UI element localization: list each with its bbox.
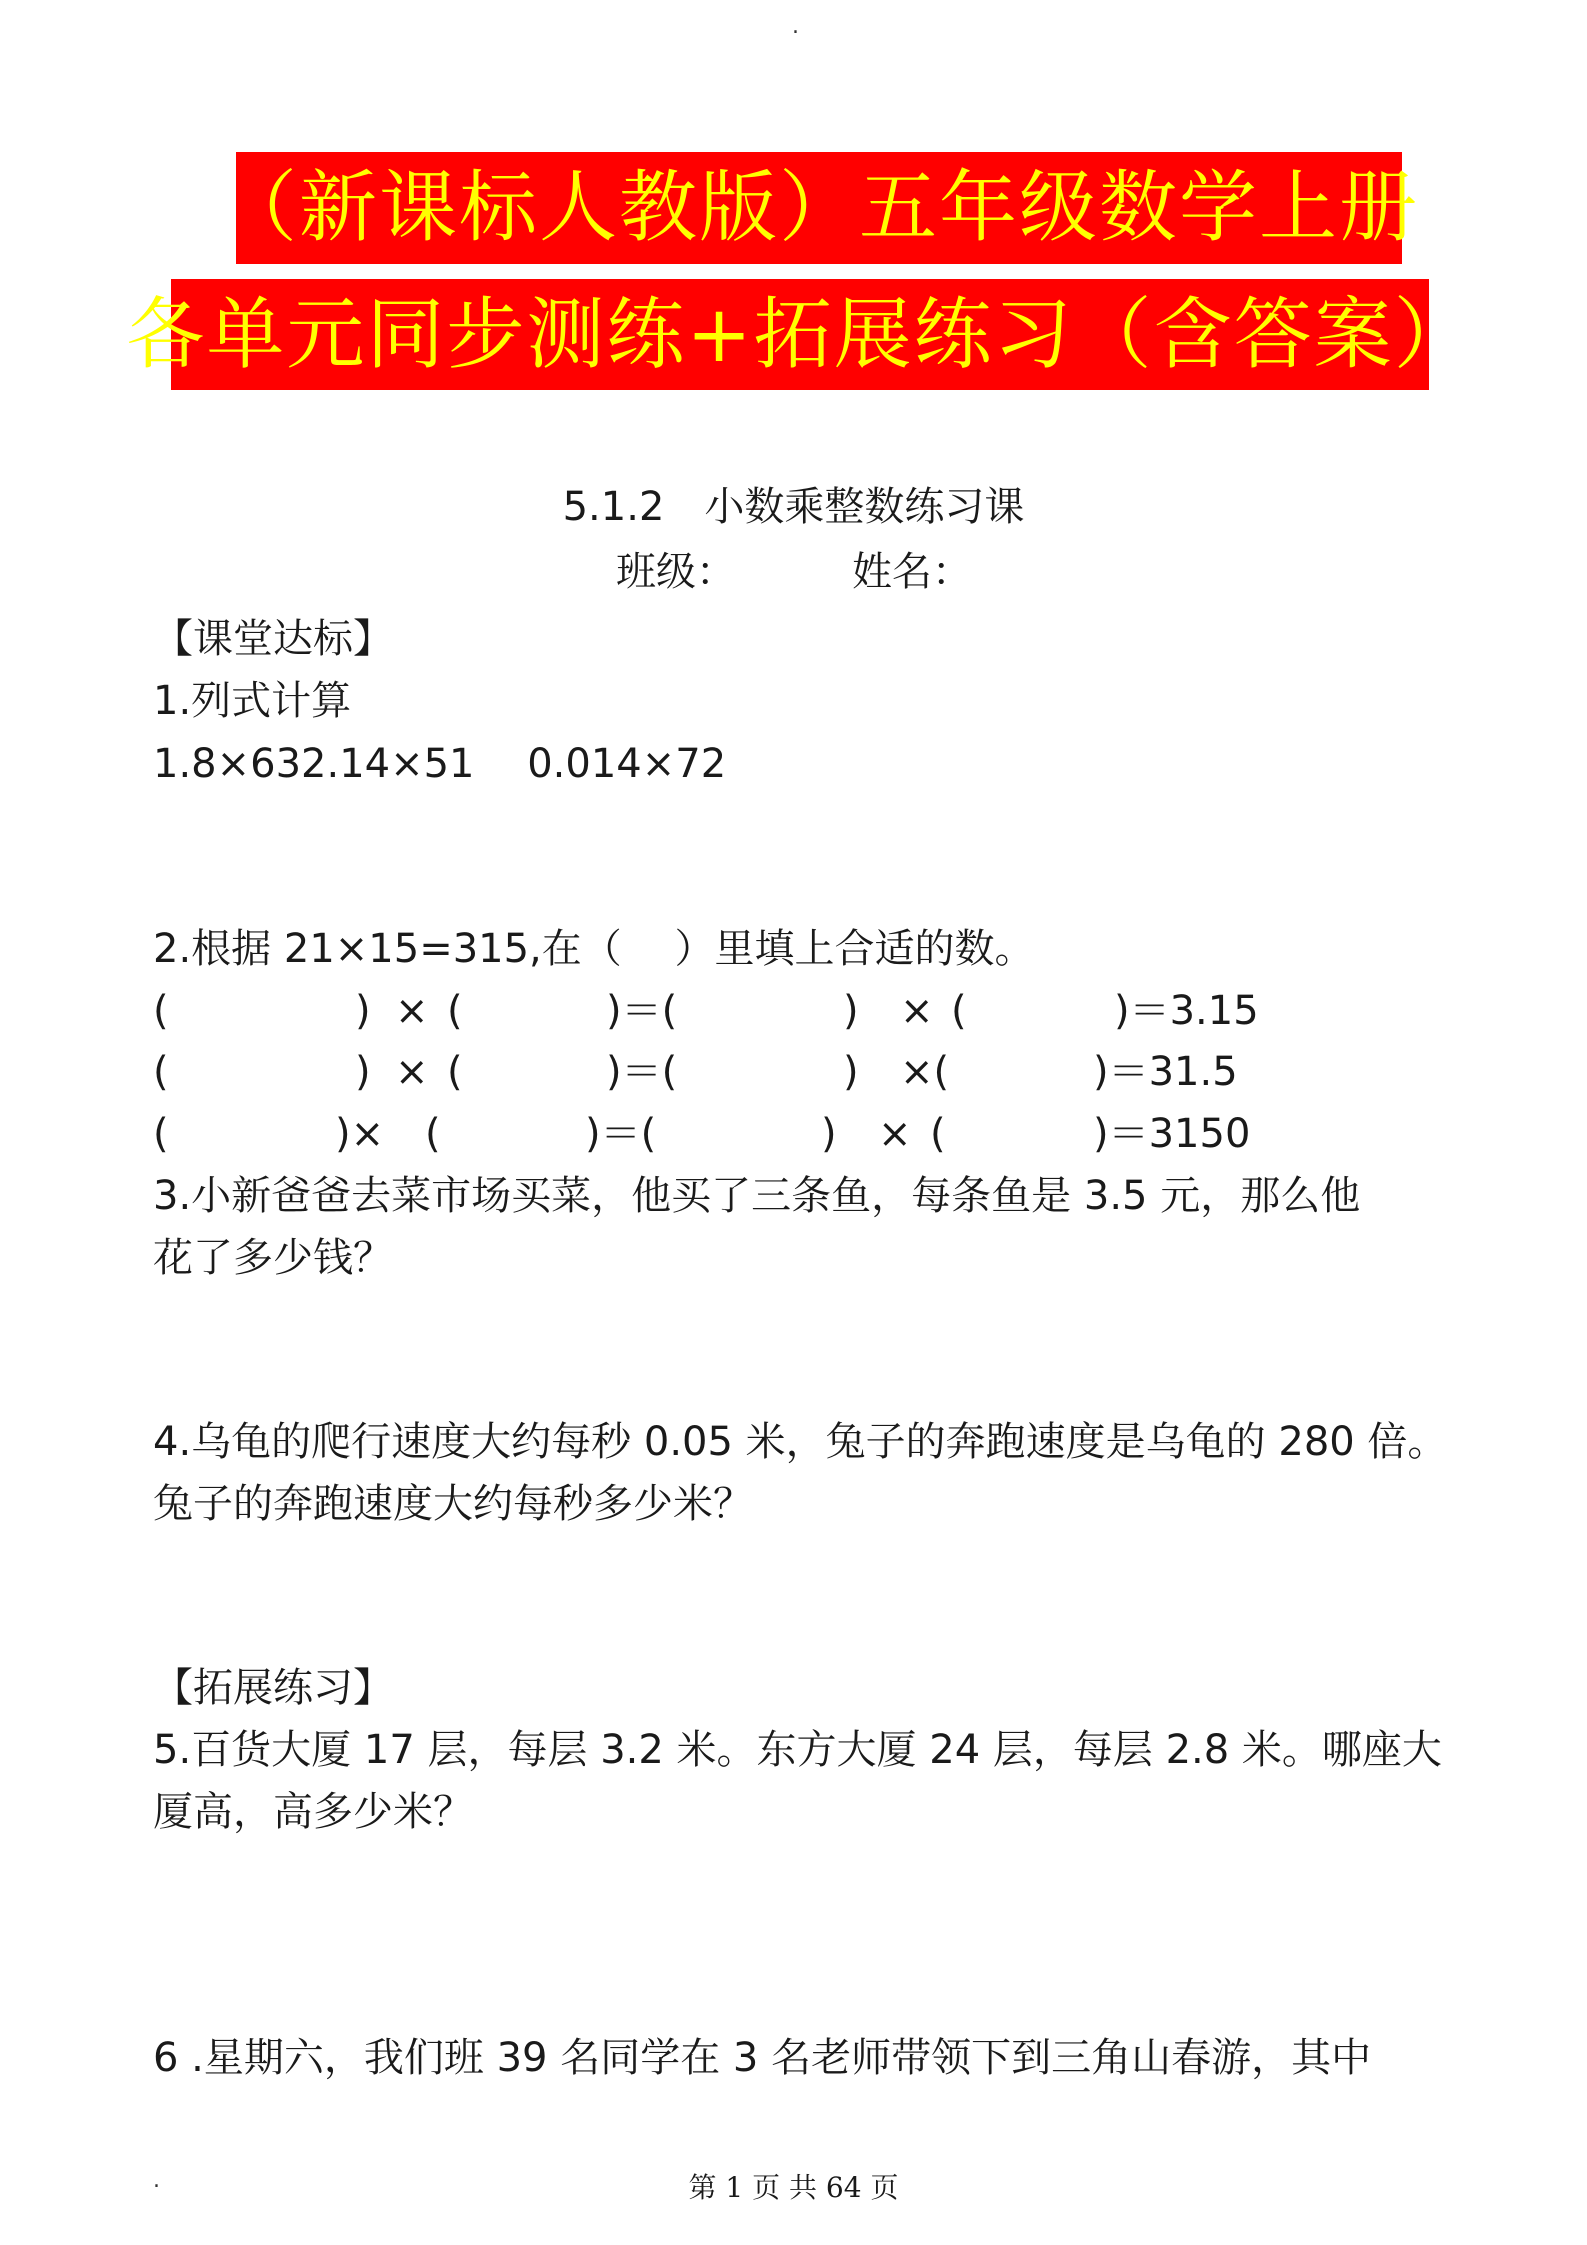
times-sign: ×( xyxy=(900,1049,950,1095)
bottom-dot-mark: . xyxy=(153,2168,160,2193)
name-label: 姓名： xyxy=(852,549,972,595)
times-sign: × xyxy=(395,988,429,1034)
times-sign: × xyxy=(395,1049,429,1095)
open-paren: ( xyxy=(447,988,463,1034)
close-paren: ) xyxy=(821,1111,837,1157)
equals-paren: )＝( xyxy=(606,1049,678,1095)
top-dot-mark: . xyxy=(792,14,799,39)
open-paren: ( xyxy=(951,988,967,1034)
times-sign: × xyxy=(900,988,934,1034)
section-heading-extension: 【拓展练习】 xyxy=(153,1665,393,1711)
row-result: )＝3150 xyxy=(1093,1111,1251,1157)
page-footer: 第 1 页 共 64 页 xyxy=(688,2171,899,2204)
close-paren: ) xyxy=(843,988,859,1034)
question-1-text: 1.列式计算 xyxy=(153,678,352,724)
close-paren: ) xyxy=(843,1049,859,1095)
open-paren: ( xyxy=(153,1049,169,1095)
question-3-line-1: 3.小新爸爸去菜市场买菜，他买了三条鱼，每条鱼是 3.5 元，那么他 xyxy=(153,1173,1361,1219)
open-paren: ( xyxy=(930,1111,946,1157)
class-label: 班级： xyxy=(616,549,736,595)
section-heading-classroom: 【课堂达标】 xyxy=(153,616,393,662)
close-paren: ) xyxy=(355,988,371,1034)
close-paren-times: )× xyxy=(335,1111,385,1157)
lesson-title: 5.1.2 小数乘整数练习课 xyxy=(562,484,1025,530)
open-paren: ( xyxy=(425,1111,441,1157)
open-paren: ( xyxy=(153,988,169,1034)
question-3-line-2: 花了多少钱？ xyxy=(153,1235,393,1281)
row-result: )＝31.5 xyxy=(1093,1049,1238,1095)
equals-paren: )＝( xyxy=(585,1111,657,1157)
close-paren: ) xyxy=(355,1049,371,1095)
question-5-line-1: 5.百货大厦 17 层，每层 3.2 米。东方大厦 24 层，每层 2.8 米。哪座大 xyxy=(153,1727,1442,1773)
open-paren: ( xyxy=(153,1111,169,1157)
question-6-line-1: 6 .星期六，我们班 39 名同学在 3 名老师带领下到三角山春游，其中 xyxy=(153,2035,1372,2081)
equals-paren: )＝( xyxy=(606,988,678,1034)
question-1-expressions: 1.8×632.14×51 0.014×72 xyxy=(153,741,727,787)
open-paren: ( xyxy=(447,1049,463,1095)
question-4-line-2: 兔子的奔跑速度大约每秒多少米？ xyxy=(153,1481,753,1527)
question-4-line-1: 4.乌龟的爬行速度大约每秒 0.05 米，兔子的奔跑速度是乌龟的 280 倍。 xyxy=(153,1419,1448,1465)
title-banner-line-1: （新课标人教版）五年级数学上册 xyxy=(236,152,1402,264)
times-sign: × xyxy=(878,1111,912,1157)
question-5-line-2: 厦高，高多少米？ xyxy=(153,1789,473,1835)
question-2-text: 2.根据 21×15=315,在（ ）里填上合适的数。 xyxy=(153,926,1035,972)
row-result: )＝3.15 xyxy=(1114,988,1259,1034)
title-banner-line-2: 各单元同步测练+拓展练习（含答案） xyxy=(171,279,1429,390)
